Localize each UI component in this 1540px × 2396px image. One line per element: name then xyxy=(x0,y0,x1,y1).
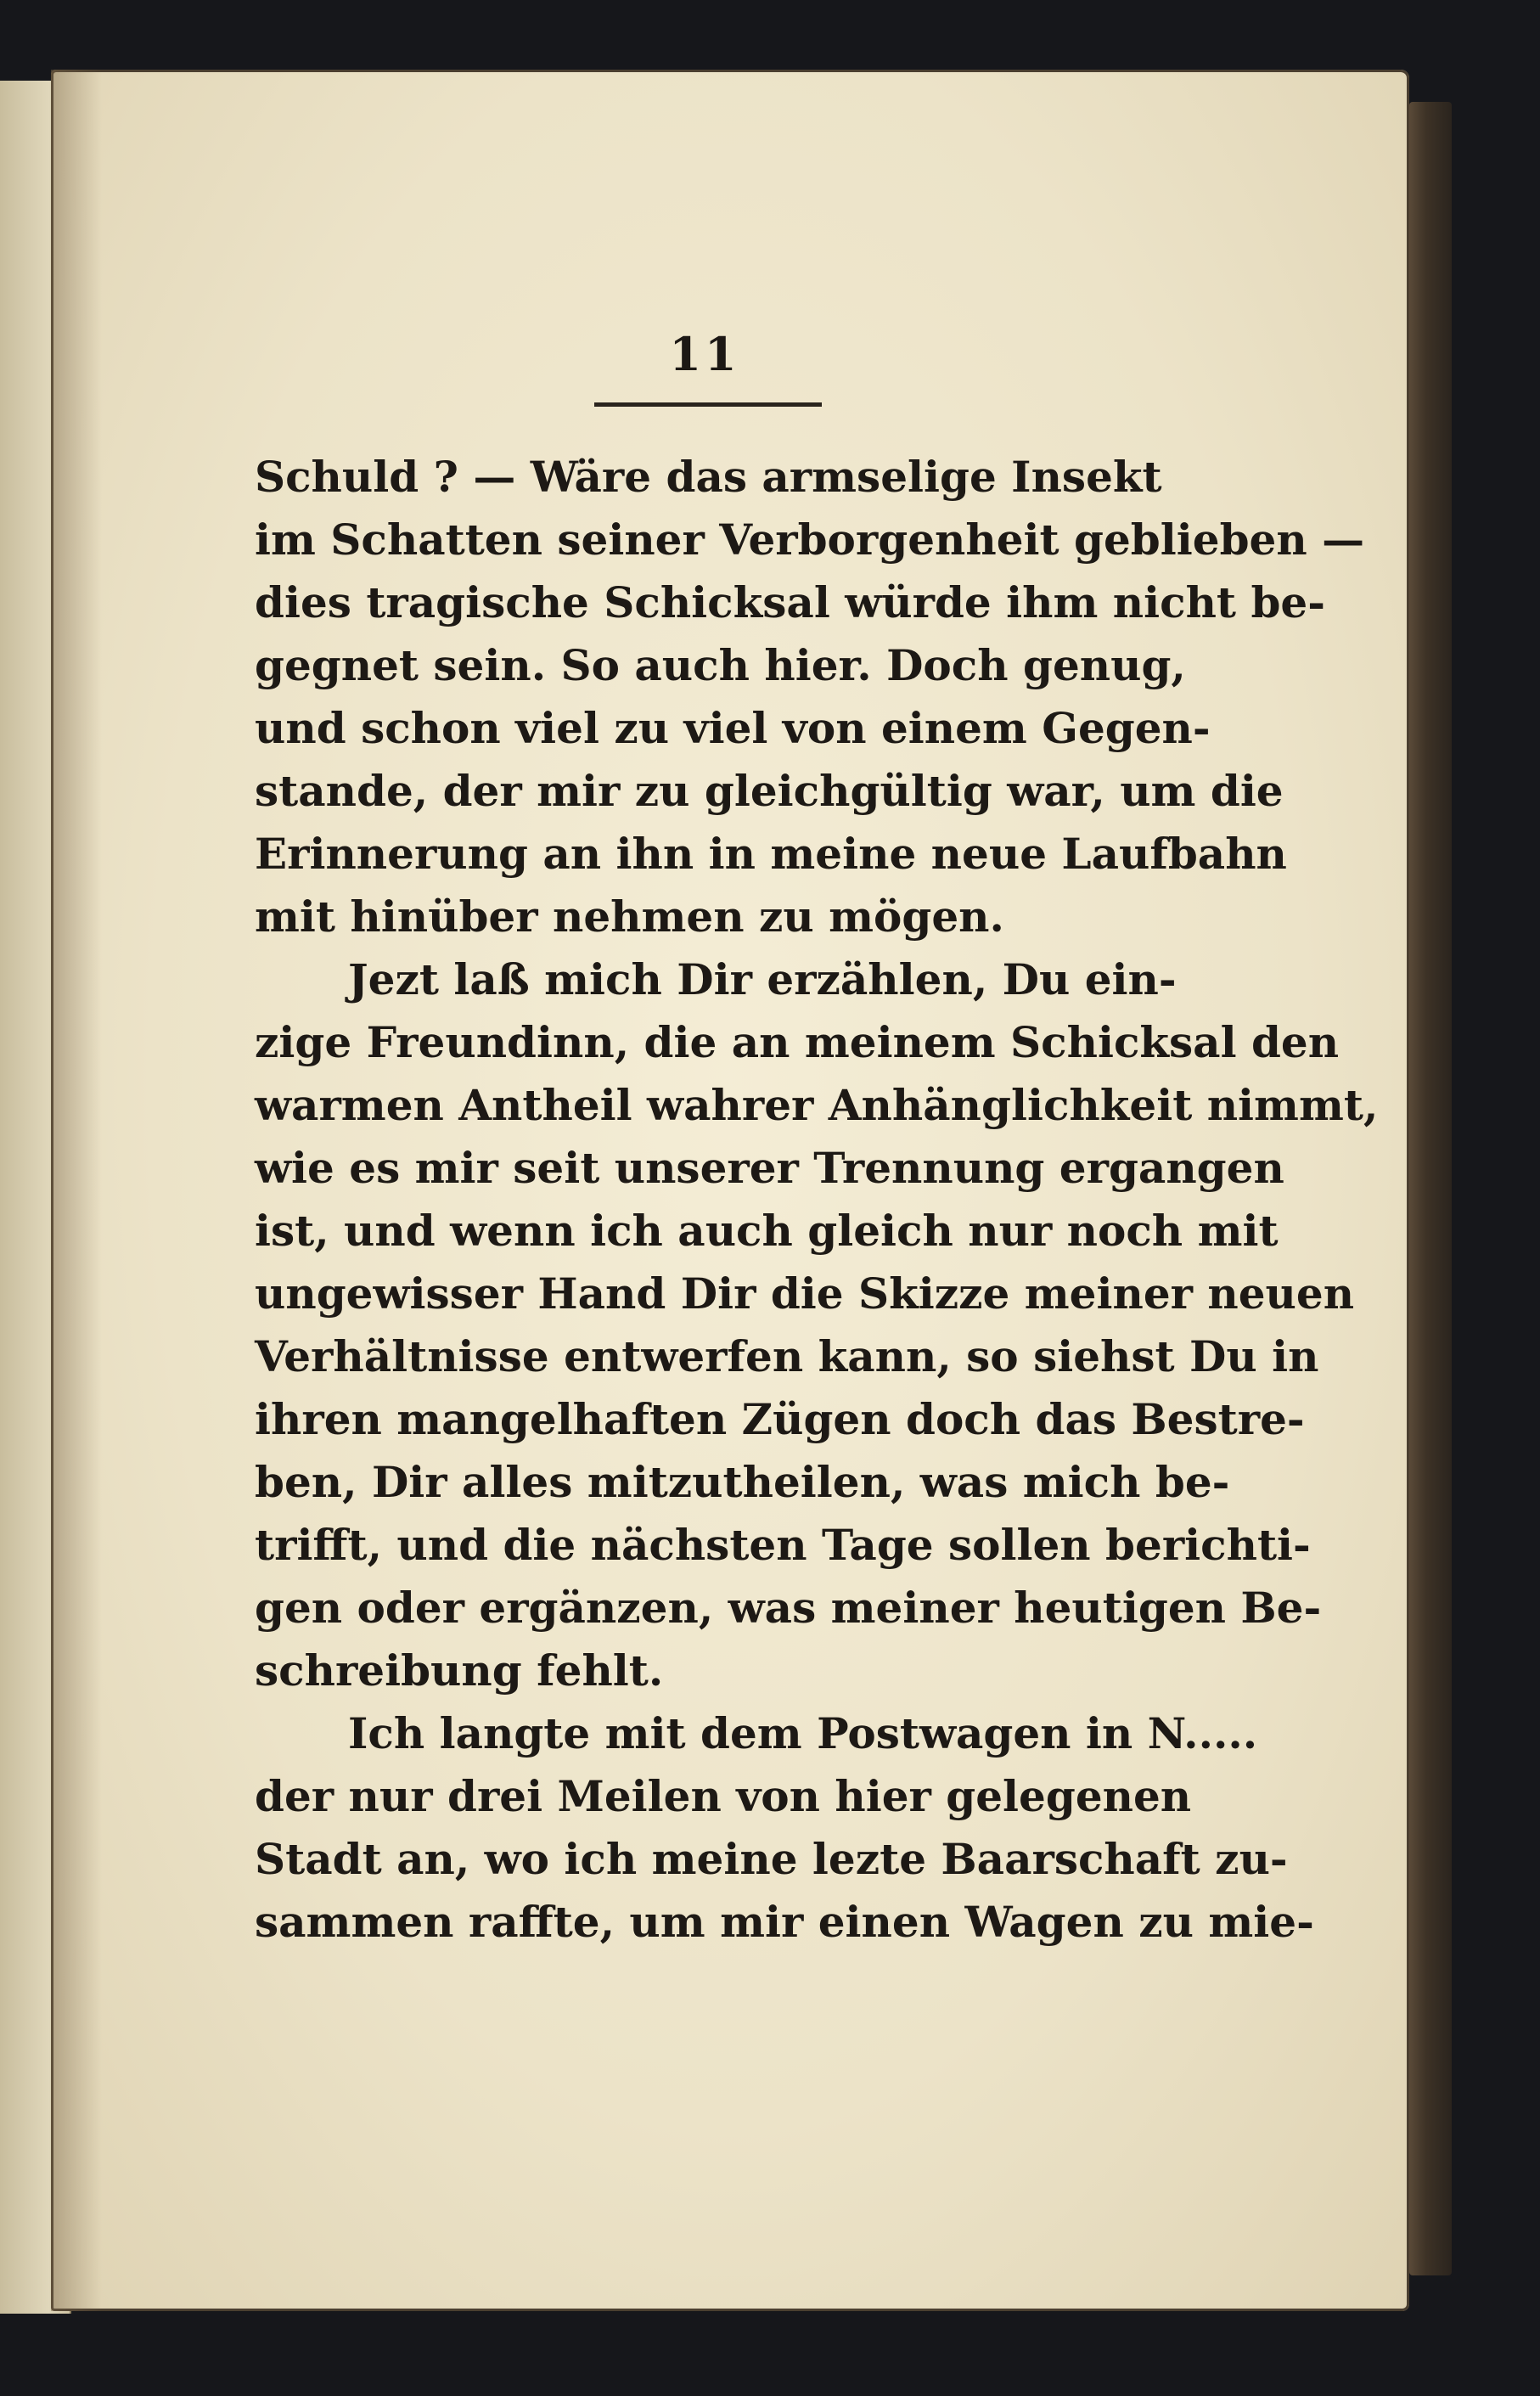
text-line: Stadt an, wo ich meine lezte Baarschaft zu- xyxy=(255,1834,1288,1884)
text-line: Erinnerung an ihn in meine neue Laufbahn xyxy=(255,829,1287,879)
text-line: zige Freundinn, die an meinem Schicksal den xyxy=(255,1017,1340,1067)
text-line: gegnet sein. So auch hier. Doch genug, xyxy=(255,640,1186,690)
text-line: trifft, und die nächsten Tage sollen berichti- xyxy=(255,1520,1311,1570)
text-line: schreibung fehlt. xyxy=(255,1645,664,1696)
text-line: Verhältnisse entwerfen kann, so siehst Du in xyxy=(255,1331,1319,1381)
text-line: Ich langte mit dem Postwagen in N..... xyxy=(348,1708,1258,1758)
text-line: sammen raffte, um mir einen Wagen zu mie- xyxy=(255,1897,1314,1947)
book-spine-edge xyxy=(1409,102,1452,2275)
text-line: ist, und wenn ich auch gleich nur noch mit xyxy=(255,1206,1279,1256)
header-rule xyxy=(594,402,822,407)
text-line: im Schatten seiner Verborgenheit geblieben — xyxy=(255,515,1365,565)
text-line: und schon viel zu viel von einem Gegen- xyxy=(255,703,1211,753)
text-line: Schuld ? — Wäre das armselige Insekt xyxy=(255,452,1162,502)
body-text xyxy=(255,446,1379,1954)
gutter-shadow xyxy=(51,70,102,2311)
page-number: 11 xyxy=(669,327,740,381)
text-line: ungewisser Hand Dir die Skizze meiner neuen xyxy=(255,1268,1355,1319)
text-line: ben, Dir alles mitzutheilen, was mich be- xyxy=(255,1457,1230,1507)
text-line: warmen Antheil wahrer Anhänglichkeit nimmt, xyxy=(255,1080,1379,1130)
text-line: gen oder ergänzen, was meiner heutigen Be- xyxy=(255,1583,1322,1633)
text-line: der nur drei Meilen von hier gelegenen xyxy=(255,1771,1192,1821)
text-line: Jezt laß mich Dir erzählen, Du ein- xyxy=(348,954,1177,1004)
text-line: mit hinüber nehmen zu mögen. xyxy=(255,891,1004,942)
text-line: ihren mangelhaften Zügen doch das Bestre- xyxy=(255,1394,1305,1444)
text-line: wie es mir seit unserer Trennung ergangen xyxy=(255,1143,1284,1193)
text-line: dies tragische Schicksal würde ihm nicht be- xyxy=(255,577,1325,627)
text-line: stande, der mir zu gleichgültig war, um die xyxy=(255,766,1284,816)
